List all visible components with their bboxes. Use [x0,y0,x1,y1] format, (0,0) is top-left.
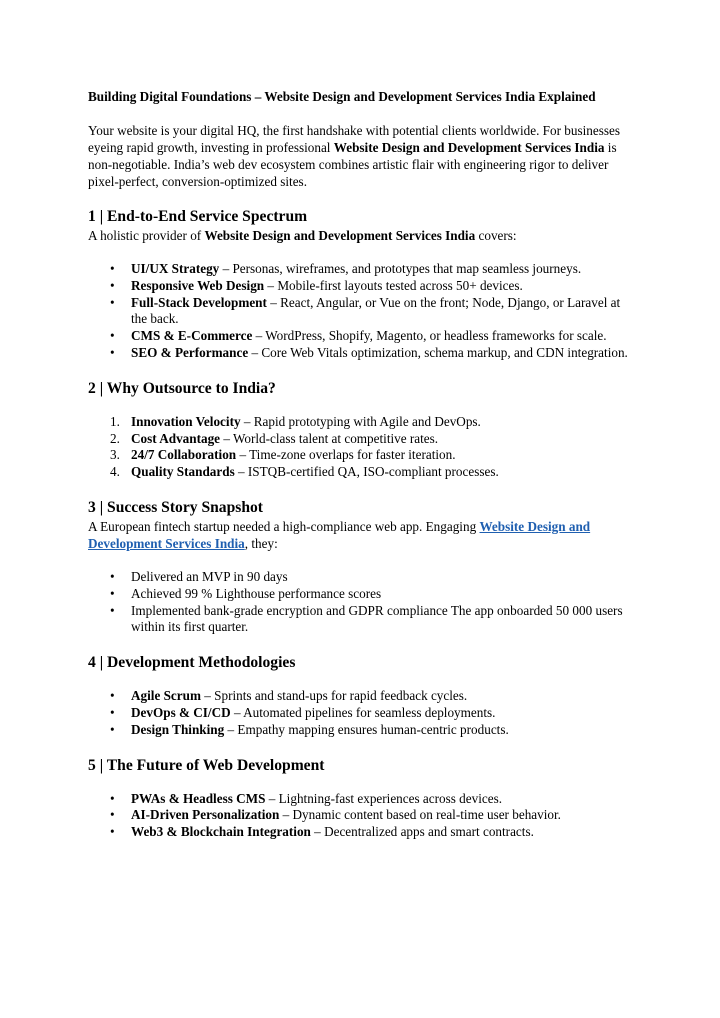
list-item-text: – Time-zone overlaps for faster iteration. [236,447,456,463]
list-item-term: AI-Driven Personalization [131,807,280,823]
bullet-icon: • [110,824,115,840]
list-item [88,824,636,841]
list-item-text: – World-class talent at competitive rates. [220,430,439,446]
list-item-text: – Automated pipelines for seamless deployments. [230,704,496,720]
section-5-heading: 5 | The Future of Web Development [88,756,325,774]
list-item-text: – Core Web Vitals optimization, schema markup, and CDN integration. [248,344,628,360]
document-page [88,88,636,841]
list-item [88,464,636,481]
list-item-number: 2. [110,430,120,446]
section-1-lead [88,227,636,244]
list-item [88,722,636,739]
bullet-icon: • [110,807,115,823]
intro-text-start: Your website is your digital HQ, the first handshake with potential clients worldwide. For businesses eyeing rapid growth, investing in professional [88,123,620,155]
section-2-list [88,414,636,481]
section-4-list [88,688,636,738]
list-item [88,603,636,637]
list-item-text: – WordPress, Shopify, Magento, or headless frameworks for scale. [252,328,607,344]
list-item [88,431,636,448]
section-1-heading: 1 | End-to-End Service Spectrum [88,208,308,225]
list-item-term: Web3 & Blockchain Integration [131,824,311,840]
bullet-icon: • [110,568,115,584]
list-item-text: – Personas, wireframes, and prototypes that map seamless journeys. [219,261,582,276]
list-item-term: Innovation Velocity [131,413,241,429]
bullet-icon: • [110,585,115,601]
section-1-lead-end: covers: [475,228,517,243]
list-item-text: – Empathy mapping ensures human-centric products. [224,721,509,737]
list-item-term: 24/7 Collaboration [131,447,237,463]
list-item-number: 3. [110,447,120,463]
list-item-text: – Mobile-first layouts tested across 50+ devices. [264,277,523,293]
services-link[interactable]: Website Design and Development Services India [88,518,591,551]
list-item-text: – Lightning-fast experiences across devices. [265,790,502,806]
list-item-text: – Rapid prototyping with Agile and DevOps. [240,413,481,429]
bullet-icon: • [110,704,115,720]
section-1-lead-bold: Website Design and Development Services India [204,228,476,243]
list-item-text: – ISTQB-certified QA, ISO-compliant processes. [234,464,499,480]
list-item-text: Implemented bank-grade encryption and GDPR compliance The app onboarded 50 000 users within its first quarter. [131,602,623,635]
list-item-text: – Sprints and stand-ups for rapid feedback cycles. [200,688,468,704]
list-item-term: Quality Standards [131,464,235,480]
section-1-lead-start: A holistic provider of [88,228,205,243]
bullet-icon: • [110,328,115,344]
bullet-icon: • [110,261,115,276]
list-item-term: CMS & E-Commerce [131,328,253,344]
list-item [88,447,636,464]
bullet-icon: • [110,688,115,704]
list-item-term: Responsive Web Design [131,277,265,293]
section-3-lead-start: A European fintech startup needed a high-compliance web app. Engaging [88,518,480,534]
bullet-icon: • [110,602,115,618]
list-item-term: PWAs & Headless CMS [131,790,266,806]
bullet-icon: • [110,277,115,293]
list-item-text: Achieved 99 % Lighthouse performance scores [131,585,382,601]
list-item [88,328,636,345]
list-item [88,261,636,278]
bullet-icon: • [110,790,115,806]
list-item [88,688,636,705]
bullet-icon: • [110,344,115,360]
list-item-text: – Decentralized apps and smart contracts. [310,824,534,840]
list-item-term: SEO & Performance [131,344,249,360]
list-item [88,586,636,603]
list-item-term: Agile Scrum [131,688,201,704]
section-3-heading: 3 | Success Story Snapshot [88,498,263,516]
section-4-heading: 4 | Development Methodologies [88,654,296,672]
section-2-heading: 2 | Why Outsource to India? [88,379,276,397]
list-item-term: Design Thinking [131,721,225,737]
section-3-list [88,569,636,636]
section-1-list [88,261,636,362]
list-item [88,295,636,329]
intro-text-end: is non-negotiable. India’s web dev ecosystem combines artistic flair with engineering rigor to deliver pixel-perfect, conversion-optimized sites. [88,140,617,189]
list-item [88,807,636,824]
list-item-number: 4. [110,464,120,480]
section-3-lead-end: , they: [244,535,278,551]
intro-bold-phrase: Website Design and Development Services India [333,140,605,155]
list-item-term: Full-Stack Development [131,294,267,310]
section-3-lead [88,518,636,552]
bullet-icon: • [110,721,115,737]
list-item-text: – Dynamic content based on real-time user behavior. [279,807,561,823]
list-item [88,345,636,362]
list-item-text: Delivered an MVP in 90 days [131,568,288,584]
list-item-term: DevOps & CI/CD [131,704,231,720]
intro-paragraph [88,122,636,190]
list-item [88,414,636,431]
list-item-term: UI/UX Strategy [131,261,220,276]
document-title: Building Digital Foundations – Website Design and Development Services India Explained [88,89,596,104]
list-item [88,705,636,722]
bullet-icon: • [110,294,115,310]
list-item-number: 1. [110,413,120,429]
list-item [88,569,636,586]
section-5-list [88,791,636,841]
list-item-term: Cost Advantage [131,430,221,446]
list-item [88,791,636,808]
list-item [88,278,636,295]
list-item-text: – React, Angular, or Vue on the front; Node, Django, or Laravel at the back. [131,294,621,327]
